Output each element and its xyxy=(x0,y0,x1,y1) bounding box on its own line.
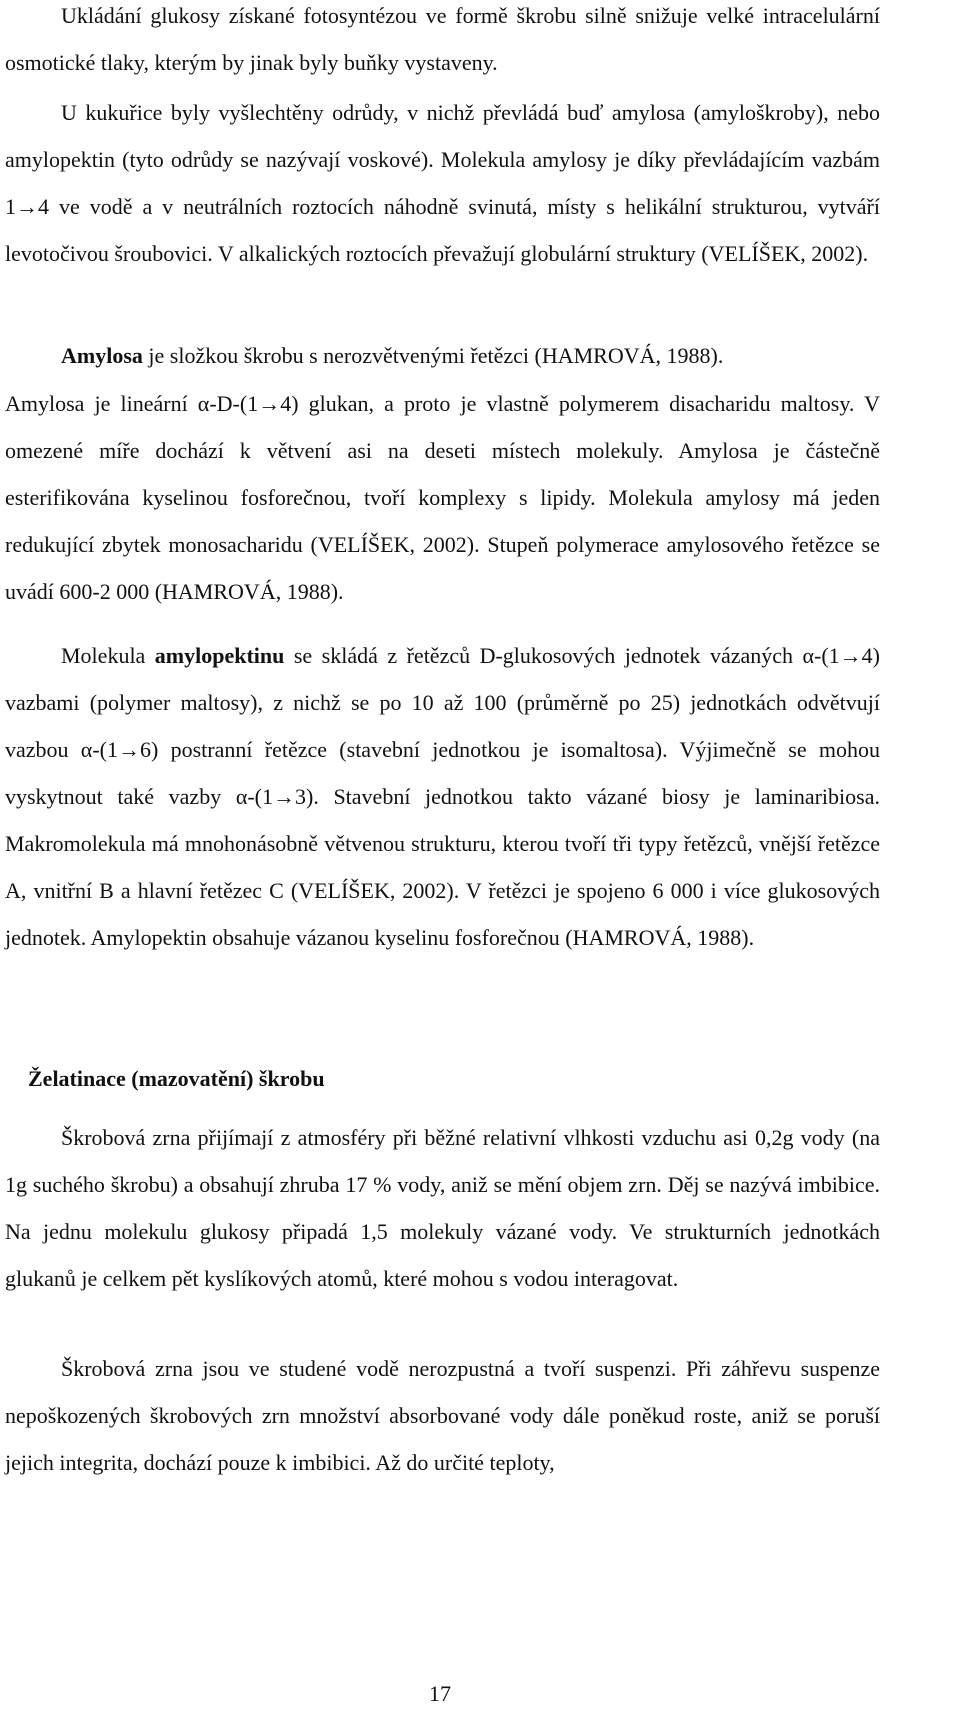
term-amylopektinu: amylopektinu xyxy=(154,643,285,668)
paragraph-amylopectin xyxy=(5,632,880,961)
amylopectin-description-text: se skládá z řetězců D-glukosových jednotek vázaných α-(1→4) vazbami (polymer maltosy), z nichž se po 10 až 100 (průměrně po 25) jednotkách odvětvují vazbou α-(1→6) postranní řetězce (stavební jednotkou je isomaltosa). Výjimečně se mohou vyskytnout také vazby α-(1→3). Stavební jednotkou takto vázané biosy je laminaribiosa. Makromolekula má mnohonásobně větvenou strukturu, kterou tvoří tři typy řetězců, vnější řetězce A, vnitřní B a hlavní řetězec C (VELÍŠEK, 2002). V řetězci je spojeno 6 000 i více glukosových jednotek. Amylopektin obsahuje vázanou kyselinu fosforečnou (HAMROVÁ, 1988). xyxy=(5,643,880,950)
term-amylosa: Amylosa xyxy=(61,343,143,368)
paragraph-starch-storage: Ukládání glukosy získané fotosyntézou ve formě škrobu silně snižuje velké intracelulární osmotické tlaky, kterým by jinak byly buňky vystaveny. xyxy=(5,3,880,75)
paragraph-amylose-structure: Amylosa je lineární α-D-(1→4) glukan, a proto je vlastně polymerem disacharidu maltosy. V omezené míře dochází k větvení asi na deseti místech molekuly. Amylosa je částečně esterifikována kyselinou fosforečnou, tvoří komplexy s lipidy. Molekula amylosy má jeden redukující zbytek monosacharidu (VELÍŠEK, 2002). Stupeň polymerace amylosového řetězce se uvádí 600-2 000 (HAMROVÁ, 1988). xyxy=(5,391,880,604)
section-heading-gelatinization: Želatinace (mazovatění) škrobu xyxy=(28,1066,325,1091)
paragraph-suspension: Škrobová zrna jsou ve studené vodě nerozpustná a tvoří suspenzi. Při záhřevu suspenze nepoškozených škrobových zrn množství absorbované vody dále poněkud roste, aniž se poruší jejich integrita, dochází pouze k imbibici. Až do určité teploty, xyxy=(5,1356,880,1475)
amylopectin-intro-text: Molekula xyxy=(61,643,155,668)
paragraph-corn-varieties: U kukuřice byly vyšlechtěny odrůdy, v nichž převládá buď amylosa (amyloškroby), nebo amylopektin (tyto odrůdy se nazývají voskové). Molekula amylosy je díky převládajícím vazbám 1→4 ve vodě a v neutrálních roztocích náhodně svinutá, místy s helikální strukturou, vytváří levotočivou šroubovici. V alkalických roztocích převažují globulární struktury (VELÍŠEK, 2002). xyxy=(5,100,880,266)
paragraph-amylose-definition xyxy=(5,332,880,379)
paragraph-imbibition: Škrobová zrna přijímají z atmosféry při běžné relativní vlhkosti vzduchu asi 0,2g vody (na 1g suchého škrobu) a obsahují zhruba 17 % vody, aniž se mění objem zrn. Děj se nazývá imbibice. Na jednu molekulu glukosy připadá 1,5 molekuly vázané vody. Ve strukturních jednotkách glukanů je celkem pět kyslíkových atomů, které mohou s vodou interagovat. xyxy=(5,1125,880,1291)
amylose-definition-text: je složkou škrobu s nerozvětvenými řetězci (HAMROVÁ, 1988). xyxy=(142,343,724,368)
page-number: 17 xyxy=(429,1681,451,1706)
